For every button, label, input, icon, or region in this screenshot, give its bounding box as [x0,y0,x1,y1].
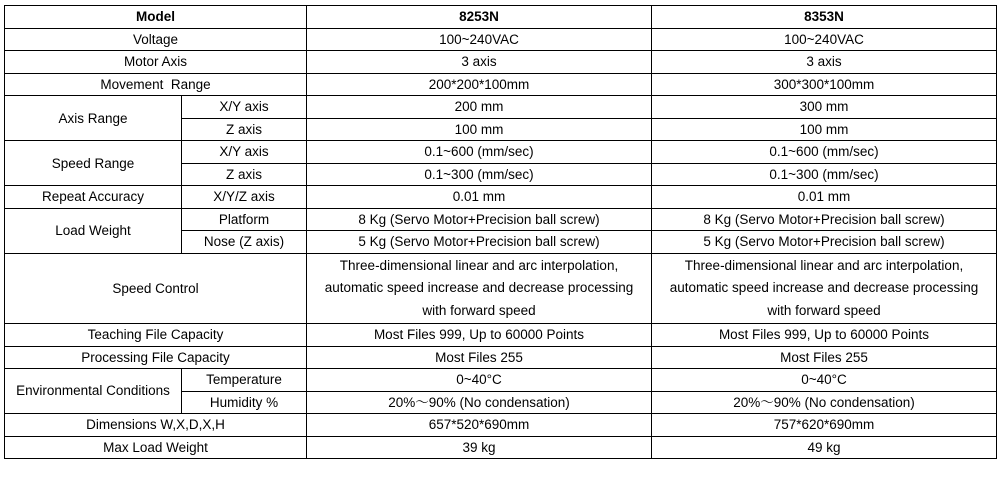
row-label: Axis Range [5,96,182,141]
table-row [5,51,997,74]
row-label: Load Weight [5,208,182,253]
table-row [5,73,997,96]
row-label: Voltage [5,28,307,51]
spec-table [4,5,997,459]
row-label: Max Load Weight [5,436,307,459]
table-row [5,253,997,324]
cell-value: 0.01 mm [652,186,997,209]
table-row [5,414,997,437]
table-header-row [5,6,997,29]
cell-value: 20%～90% (No condensation) [652,391,997,414]
row-sublabel: Nose (Z axis) [182,231,307,254]
row-label: Speed Range [5,141,182,186]
row-label: Speed Control [5,253,307,324]
cell-value: 0~40°C [307,369,652,392]
cell-value: Most Files 999, Up to 60000 Points [307,324,652,347]
cell-value: 100 mm [652,118,997,141]
cell-value: 200 mm [307,96,652,119]
table-row [5,346,997,369]
cell-value: 8 Kg (Servo Motor+Precision ball screw) [652,208,997,231]
row-label: Processing File Capacity [5,346,307,369]
header-model: Model [5,6,307,29]
table-row [5,369,997,392]
row-sublabel: X/Y/Z axis [182,186,307,209]
cell-value: Three-dimensional linear and arc interpolation, automatic speed increase and decrease processing with forward speed [307,253,652,324]
header-model-1: 8253N [307,6,652,29]
cell-value: 0.1~600 (mm/sec) [307,141,652,164]
row-sublabel: Z axis [182,118,307,141]
table-row [5,436,997,459]
cell-value: 3 axis [307,51,652,74]
table-row [5,208,997,231]
row-label: Repeat Accuracy [5,186,182,209]
row-sublabel: X/Y axis [182,141,307,164]
row-label: Motor Axis [5,51,307,74]
cell-value: 0~40°C [652,369,997,392]
cell-value: 5 Kg (Servo Motor+Precision ball screw) [652,231,997,254]
cell-value: 0.1~300 (mm/sec) [307,163,652,186]
cell-value: 200*200*100mm [307,73,652,96]
cell-value: 100~240VAC [652,28,997,51]
table-row [5,324,997,347]
cell-value: 49 kg [652,436,997,459]
cell-value: Most Files 999, Up to 60000 Points [652,324,997,347]
cell-value: 3 axis [652,51,997,74]
cell-value: 100 mm [307,118,652,141]
row-sublabel: Temperature [182,369,307,392]
cell-value: 39 kg [307,436,652,459]
cell-value: Most Files 255 [307,346,652,369]
cell-value: Most Files 255 [652,346,997,369]
cell-value: 0.1~600 (mm/sec) [652,141,997,164]
row-sublabel: Humidity % [182,391,307,414]
row-sublabel: Z axis [182,163,307,186]
cell-value: 0.01 mm [307,186,652,209]
row-label: Dimensions W,X,D,X,H [5,414,307,437]
row-sublabel: X/Y axis [182,96,307,119]
cell-value: 657*520*690mm [307,414,652,437]
table-row [5,141,997,164]
cell-value: 100~240VAC [307,28,652,51]
table-row [5,96,997,119]
cell-value: 300 mm [652,96,997,119]
header-model-2: 8353N [652,6,997,29]
table-row [5,28,997,51]
row-label: Environmental Conditions [5,369,182,414]
row-label: Movement Range [5,73,307,96]
cell-value: 300*300*100mm [652,73,997,96]
cell-value: 20%～90% (No condensation) [307,391,652,414]
row-label: Teaching File Capacity [5,324,307,347]
cell-value: 8 Kg (Servo Motor+Precision ball screw) [307,208,652,231]
table-row [5,186,997,209]
cell-value: 0.1~300 (mm/sec) [652,163,997,186]
cell-value: 757*620*690mm [652,414,997,437]
cell-value: Three-dimensional linear and arc interpolation, automatic speed increase and decrease processing with forward speed [652,253,997,324]
row-sublabel: Platform [182,208,307,231]
cell-value: 5 Kg (Servo Motor+Precision ball screw) [307,231,652,254]
